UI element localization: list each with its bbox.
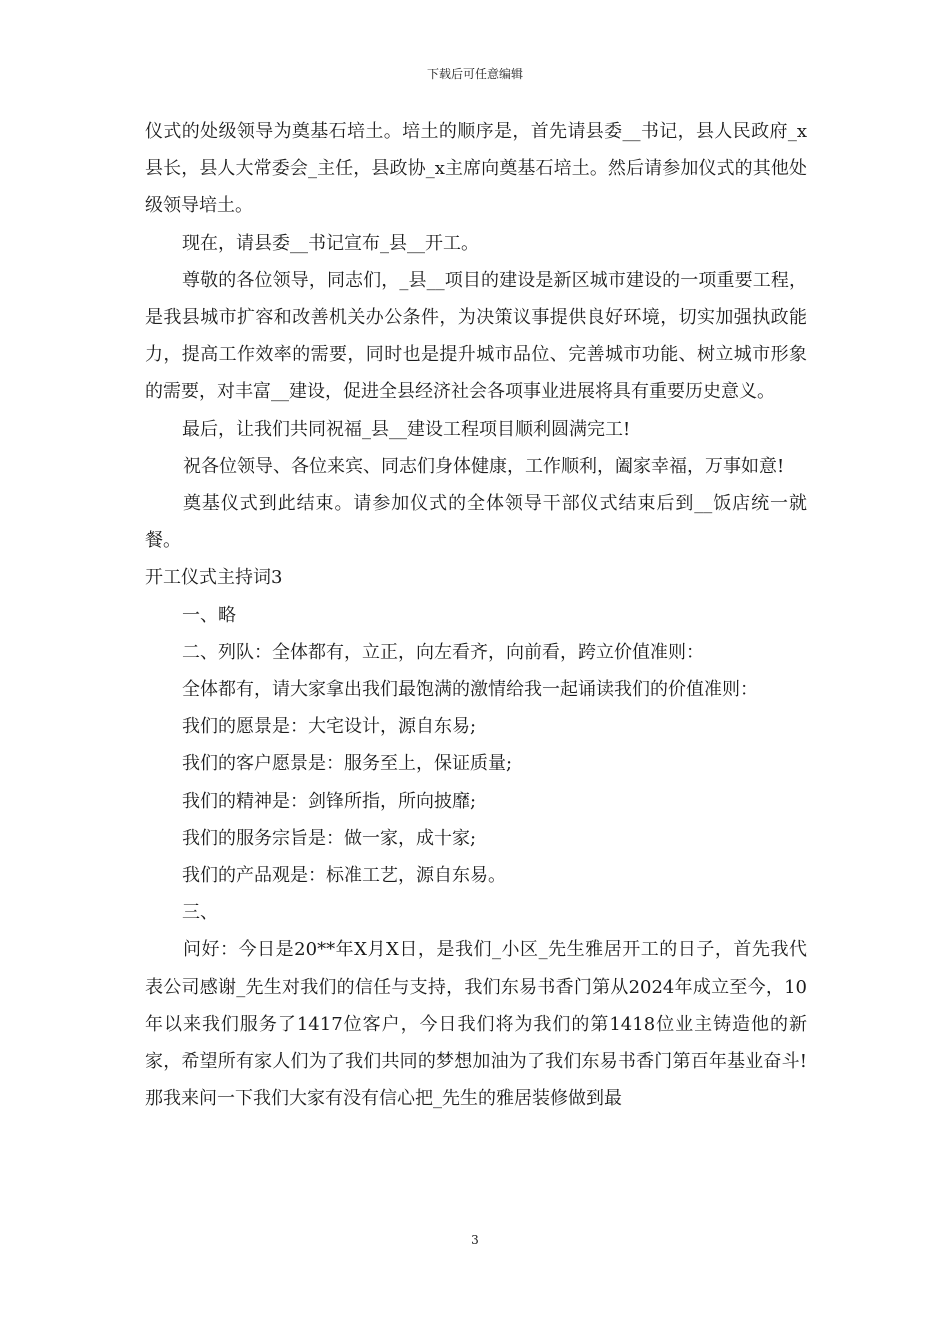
paragraph: 我们的客户愿景是：服务至上，保证质量; — [182, 753, 513, 775]
paragraph: 问好：今日是20**年X月X日，是我们_小区_先生雅居开工的日子，首先我代表公司感谢_先生对我们的信任与支持，我们东易书香门第从2024年成立至今，10年以来我们服务了1417位客户，今日我们将为我们的第1418位业主铸造他的新家，希望所有家人们为了我们共同的梦想加油为了我们东易书香门第百年基业奋斗!那我来问一下我们大家有没有信心把_先生的雅居装修做到最 — [145, 939, 807, 1110]
list-item: 三、 — [182, 902, 218, 924]
list-item: 一、略 — [182, 604, 236, 626]
paragraph: 祝各位领导、各位来宾、同志们身体健康，工作顺利，阖家幸福，万事如意! — [183, 455, 785, 477]
paragraph: 仪式的处级领导为奠基石培土。培土的顺序是，首先请县委__书记，县人民政府_x县长，县人大常委会_主任，县政协_x主席向奠基石培土。然后请参加仪式的其他处级领导培土。 — [145, 121, 807, 217]
paragraph: 尊敬的各位领导，同志们，_县__项目的建设是新区城市建设的一项重要工程，是我县城市扩容和改善机关办公条件，为决策议事提供良好环境，切实加强执政能力，提高工作效率的需要，同时也是提升城市品位、完善城市功能、树立城市形象的需要，对丰富__建设，促进全县经济社会各项事业进展将具有重要历史意义。 — [145, 269, 807, 403]
paragraph: 全体都有，请大家拿出我们最饱满的激情给我一起诵读我们的价值准则： — [182, 679, 758, 701]
page-number: 3 — [471, 1233, 479, 1247]
paragraph: 我们的服务宗旨是：做一家，成十家; — [182, 827, 477, 849]
paragraph: 我们的愿景是：大宅设计，源自东易; — [182, 716, 477, 738]
document-body — [145, 113, 807, 1117]
paragraph: 我们的产品观是：标准工艺，源自东易。 — [182, 865, 506, 887]
section-heading: 开工仪式主持词3 — [145, 567, 283, 589]
paragraph: 现在，请县委__书记宣布_县__开工。 — [182, 232, 479, 254]
list-item: 二、列队：全体都有，立正，向左看齐，向前看，跨立价值准则： — [182, 641, 704, 663]
paragraph: 最后，让我们共同祝福_县__建设工程项目顺利圆满完工! — [182, 418, 631, 440]
paragraph: 奠基仪式到此结束。请参加仪式的全体领导干部仪式结束后到__饭店统一就餐。 — [145, 493, 807, 552]
paragraph: 我们的精神是：剑锋所指，所向披靡; — [182, 790, 477, 812]
page-header: 下载后可任意编辑 — [426, 67, 523, 81]
